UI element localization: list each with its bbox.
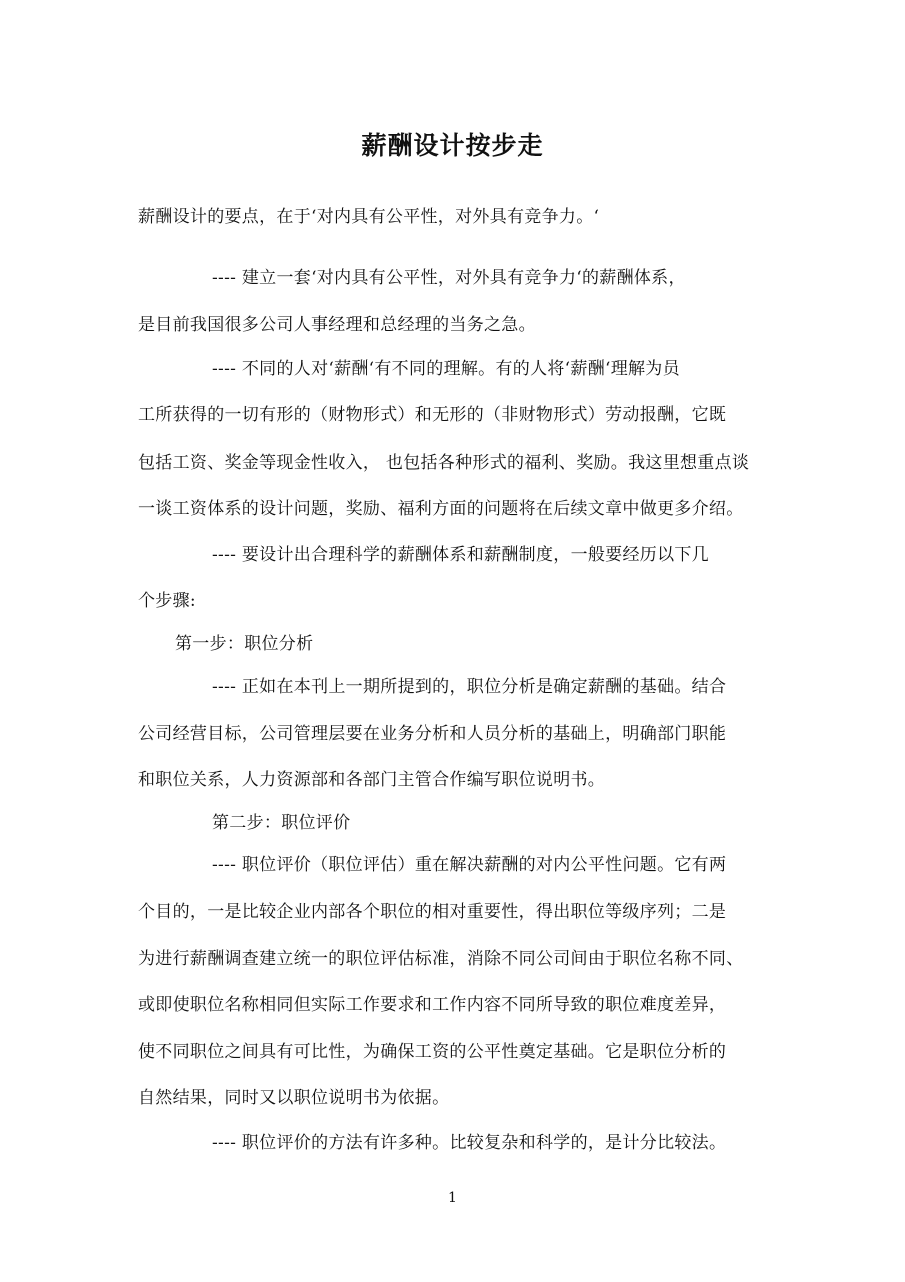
- paragraph-line: ---- 职位评价的方法有许多种。比较复杂和科学的，是计分比较法。: [212, 1133, 727, 1153]
- paragraph-line: 公司经营目标，公司管理层要在业务分析和人员分析的基础上，明确部门职能: [138, 724, 727, 744]
- document-title: 薪酬设计按步走: [361, 131, 544, 160]
- page-number: 1: [448, 1190, 457, 1206]
- paragraph-line: ---- 不同的人对‘薪酬‘有不同的理解。有的人将‘薪酬‘理解为员: [212, 359, 680, 379]
- paragraph-line: 个步骤:: [138, 591, 196, 611]
- section-heading: 第一步：职位分析: [175, 634, 314, 654]
- paragraph-line: ---- 建立一套‘对内具有公平性，对外具有竞争力‘的薪酬体系，: [212, 268, 686, 288]
- paragraph-line: 或即使职位名称相同但实际工作要求和工作内容不同所导致的职位难度差异，: [138, 995, 727, 1015]
- paragraph-line: 为进行薪酬调查建立统一的职位评估标准，消除不同公司间由于职位名称不同、: [138, 949, 744, 969]
- paragraph-line: 一谈工资体系的设计问题，奖励、福利方面的问题将在后续文章中做更多介绍。: [138, 499, 744, 519]
- paragraph-line: 是目前我国很多公司人事经理和总经理的当务之急。: [138, 315, 536, 335]
- paragraph-line: ---- 要设计出合理科学的薪酬体系和薪酬制度，一般要经历以下几: [212, 545, 709, 565]
- paragraph-line: 个目的，一是比较企业内部各个职位的相对重要性，得出职位等级序列；二是: [138, 902, 727, 922]
- paragraph-line: ---- 正如在本刊上一期所提到的，职位分析是确定薪酬的基础。结合: [212, 677, 727, 697]
- paragraph-line: 薪酬设计的要点，在于‘对内具有公平性，对外具有竞争力。‘: [138, 207, 600, 227]
- paragraph-line: 工所获得的一切有形的（财物形式）和无形的（非财物形式）劳动报酬，它既: [138, 405, 727, 425]
- paragraph-line: 自然结果，同时又以职位说明书为依据。: [138, 1088, 450, 1108]
- paragraph-line: 和职位关系，人力资源部和各部门主管合作编写职位说明书。: [138, 770, 606, 790]
- paragraph-line: ---- 职位评价（职位评估）重在解决薪酬的对内公平性问题。它有两: [212, 855, 727, 875]
- paragraph-line: 包括工资、奖金等现金性收入， 也包括各种形式的福利、奖励。我这里想重点谈: [138, 453, 750, 473]
- paragraph-line: 使不同职位之间具有可比性，为确保工资的公平性奠定基础。它是职位分析的: [138, 1042, 727, 1062]
- section-heading: 第二步：职位评价: [212, 813, 351, 833]
